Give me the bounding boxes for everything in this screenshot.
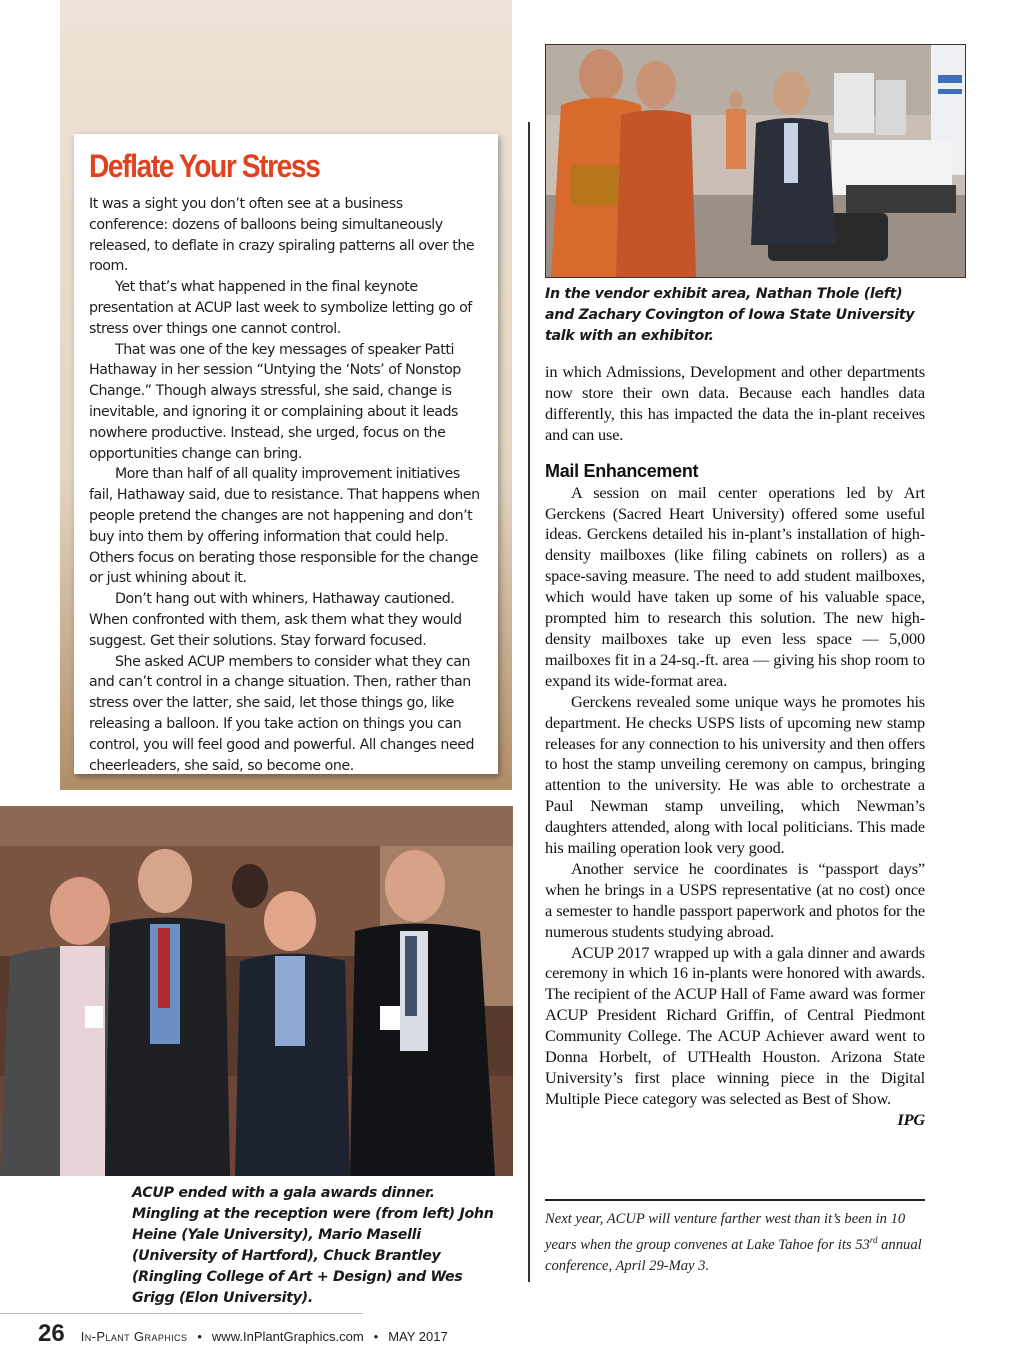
note-ordinal: rd xyxy=(869,1235,878,1245)
vendor-photo-caption: In the vendor exhibit area, Nathan Thole (left) and Zachary Covington of Iowa State University talk with an exhibitor. xyxy=(545,286,915,344)
sidebar-paragraph: That was one of the key messages of speaker Patti Hathaway in her session “Untying the ‘Nots’ of Nonstop Change.” Though always stressful, she said, change is inevitable, and ignoring it or complaining about it leads nowhere productive. Instead, she urged, focus on the opportunities change can bring. xyxy=(89,341,461,462)
main-column xyxy=(545,362,925,1131)
page-number: 26 xyxy=(38,1320,65,1347)
body-paragraph: A session on mail center operations led by Art Gerckens (Sacred Heart University) offered some useful ideas. Gerckens detailed his in-plant’s installation of high-density mailboxes (like filing cabinets on rollers) as a space-saving measure. The need to add student mailboxes, which would have taken up some of his valuable space, prompted him to research this solution. The new high-density mailboxes take up even less space — 5,000 mailboxes fit in a 24-sq.-ft. area — giving his shop room to expand its wide-format area. xyxy=(545,482,925,690)
note-divider xyxy=(545,1199,925,1201)
section-heading: Mail Enhancement xyxy=(545,460,699,481)
gala-photo-caption: ACUP ended with a gala awards dinner. Mingling at the reception were (from left) John Heine (Yale University), Mario Maselli (University of Hartford), Chuck Brantley (Ringling College of Art + Design) and Wes Grigg (Elon University). xyxy=(132,1185,494,1306)
body-paragraph: in which Admissions, Development and other departments now store their own data. Because each handles data differently, this has impacted the data the in-plant receives and can use. xyxy=(545,362,925,444)
footer-bullet: • xyxy=(373,1329,379,1344)
sidebar-paragraph: She asked ACUP members to consider what they can and can’t control in a change situation. Then, rather than stress over the latter, she said, let those things go, like releasing a balloon. If you take action on things you can control, you will feel good and powerful. All changes need cheerleaders, she said, so become one. xyxy=(89,653,475,774)
body-paragraph: Gerckens revealed some unique ways he promotes his department. He checks USPS lists of upcoming new stamp releases for any connection to his university and then offers to host the stamp unveiling ceremony on campus, bringing attention to the university. He was able to orchestrate a Paul Newman stamp unveiling, which Newman’s daughters attended, along with local politicians. This made his mailing operation look very good. xyxy=(545,691,925,858)
note-text-end: annual conference, April 29-May 3. xyxy=(545,1236,922,1274)
sidebar-paragraph: More than half of all quality improvement initiatives fail, Hathaway said, due to resistance. That happens when people pretend the changes are not happening and don’t buy into them by offering information that could help. Others focus on berating those responsible for the change or just whining about it. xyxy=(89,466,480,587)
sidebar-title: Deflate Your Stress xyxy=(89,148,320,184)
footer-rule xyxy=(0,1313,363,1314)
body-paragraph: Another service he coordinates is “passport days” when he brings in a USPS representative (at no cost) once a semester to handle passport paperwork and photos for the numerous students studying abroad. xyxy=(545,858,925,941)
sidebar-paragraph: Don’t hang out with whiners, Hathaway cautioned. When confronted with them, ask them what they would suggest. Get their solutions. Stay forward focused. xyxy=(89,591,462,649)
publication-name: In-Plant Graphics xyxy=(80,1329,188,1344)
sidebar-paragraph: It was a sight you don’t often see at a business conference: dozens of balloons being simultaneously released, to deflate in crazy spiraling patterns all over the room. xyxy=(89,196,475,275)
column-divider xyxy=(528,122,530,1282)
issue-date: MAY 2017 xyxy=(388,1329,448,1344)
article-signoff: IPG xyxy=(897,1109,925,1129)
body-paragraph xyxy=(545,942,925,1129)
sidebar-box xyxy=(74,134,498,774)
footer-bullet: • xyxy=(197,1329,202,1344)
sidebar-paragraph: Yet that’s what happened in the final keynote presentation at ACUP last week to symbolize letting go of stress over things one cannot control. xyxy=(89,279,472,337)
website-link[interactable]: www.InPlantGraphics.com xyxy=(211,1329,364,1344)
gala-reception-photo xyxy=(0,806,513,1176)
next-year-note xyxy=(545,1209,925,1277)
vendor-exhibit-photo xyxy=(545,44,966,278)
note-text: Next year, ACUP will venture farther west than it’s been in 10 years when the group convenes at Lake Tahoe for its 53 xyxy=(545,1211,906,1253)
body-paragraph-text: ACUP 2017 wrapped up with a gala dinner and awards ceremony in which 16 in-plants were honored with awards. The recipient of the ACUP Hall of Fame award was former ACUP President Richard Griffin, of Central Piedmont Community College. The ACUP Achiever award went to Donna Horbelt, of UTHealth Houston. Arizona State University’s first place winning piece in the Digital Multiple Piece category was selected as Best of Show. xyxy=(545,942,925,1108)
page-footer xyxy=(38,1320,448,1348)
